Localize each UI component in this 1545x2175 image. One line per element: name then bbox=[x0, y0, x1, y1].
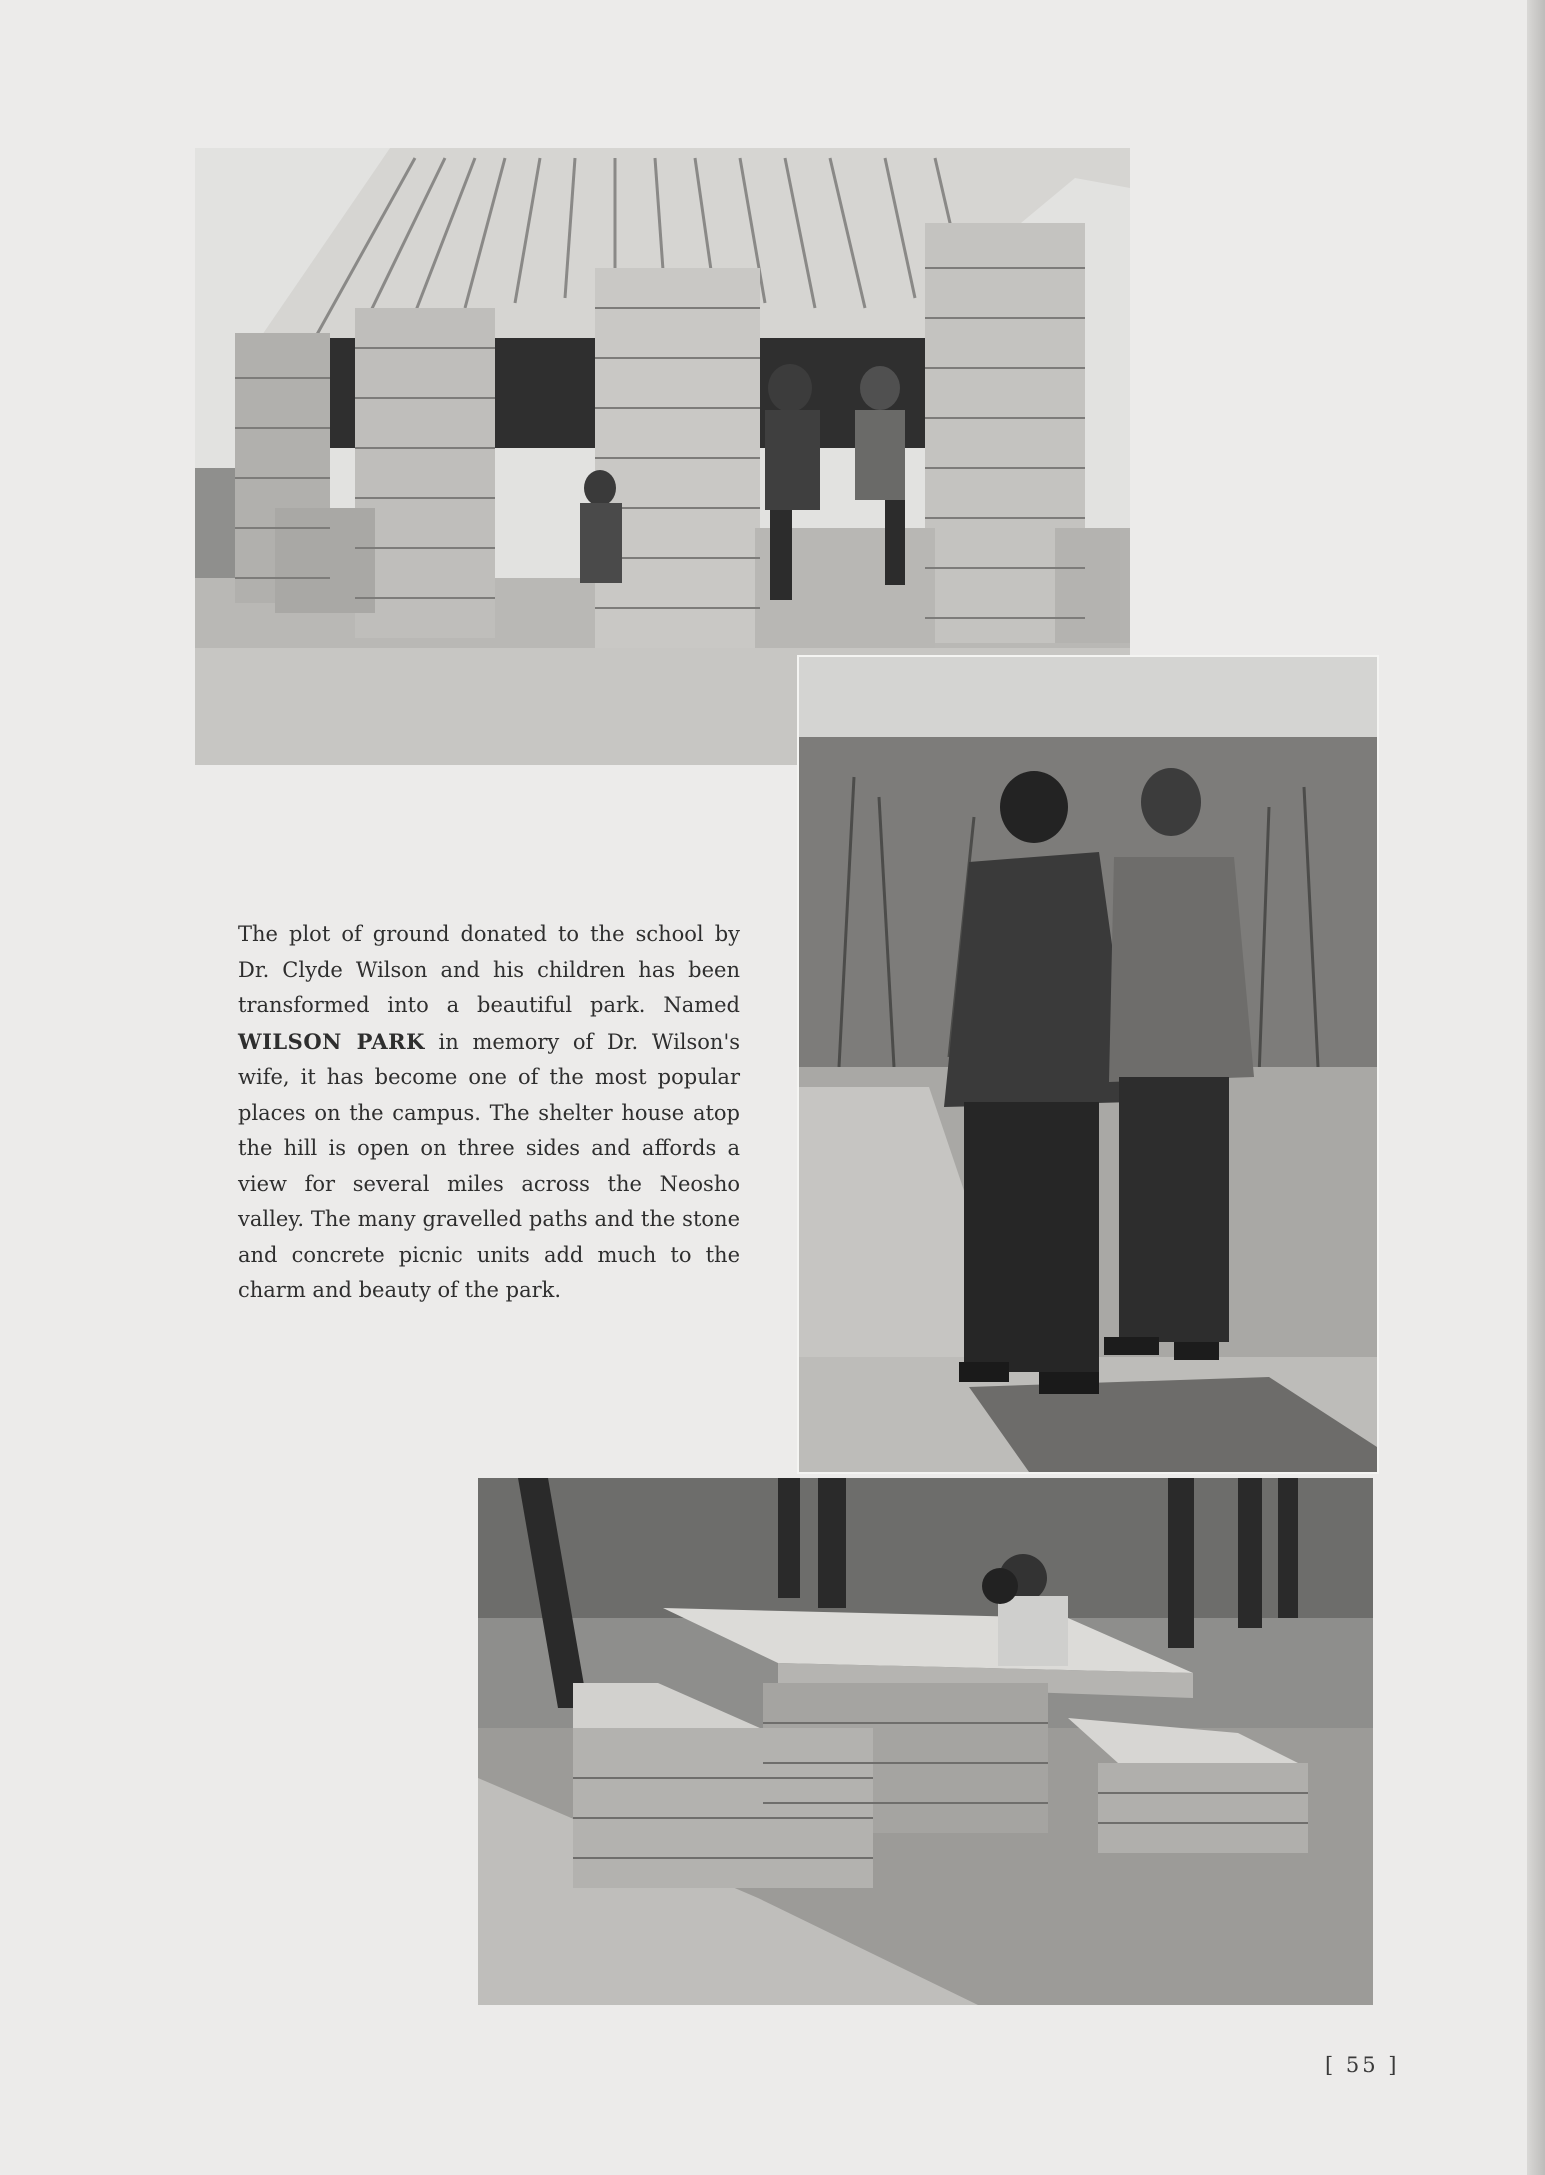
page-edge bbox=[1527, 0, 1545, 2175]
page-number: [ 55 ] bbox=[1325, 2053, 1400, 2077]
caption-text-end: in memory of Dr. Wilson's wife, it has become one of the most popular places on the campus. The shelter house atop the hill is open on three sides and affords a view for several miles across the Neosho valley. The many gravelled paths and the stone and concrete picnic units add much to the charm and beauty of the park. bbox=[238, 1029, 741, 1302]
park-description bbox=[238, 917, 740, 1309]
park-name: WILSON PARK bbox=[238, 1028, 425, 1054]
two-students-photo bbox=[797, 655, 1379, 1474]
picnic-table-photo bbox=[478, 1478, 1373, 2005]
caption-text-start: The plot of ground donated to the school by Dr. Clyde Wilson and his children has been transformed into a beautiful park. Named bbox=[238, 922, 740, 1017]
